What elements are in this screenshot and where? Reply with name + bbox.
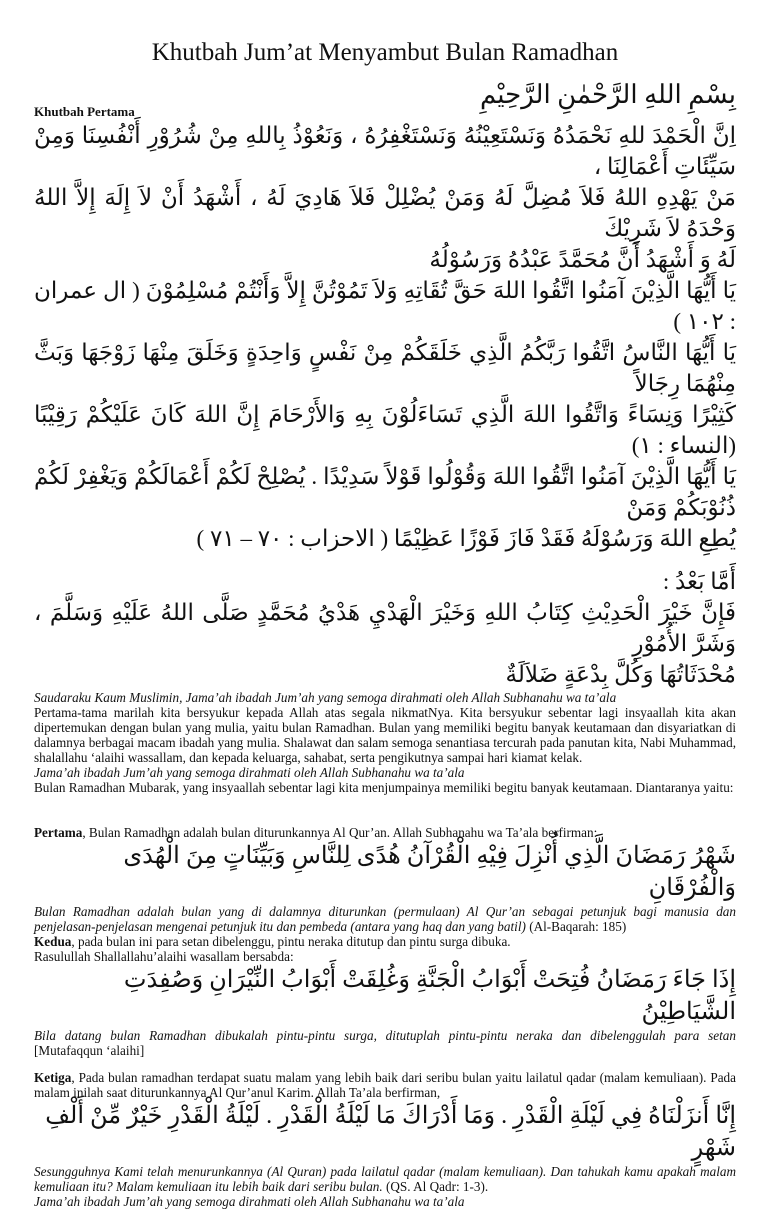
- verses-arabic: [34, 275, 736, 554]
- point-2-translation-block: [34, 1028, 736, 1058]
- point-2-label: Kedua: [34, 934, 72, 949]
- point-3-translation: Sesungguhnya Kami telah menurunkannya (Al Quran) pada lailatul qadar (malam kemuliaan). Dan tahukah kamu apakah malam kemuliaan itu? Malam kemuliaan itu lebih baik dari seribu bulan.: [34, 1164, 736, 1194]
- point-3-intro: [34, 1070, 736, 1100]
- hadith-line: مُحْدَثَاتُهَا وَكُلَّ بِدْعَةٍ ضَلاَلَةٌ: [505, 662, 736, 687]
- point-3-source: (QS. Al Qadr: 1-3).: [382, 1179, 489, 1194]
- point-1-source: (Al-Baqarah: 185): [525, 919, 627, 934]
- amma-badu: أَمَّا بَعْدُ :: [662, 569, 736, 594]
- greeting-1: Saudaraku Kaum Muslimin, Jama’ah ibadah Jum’ah yang semoga dirahmati oleh Allah Subhanahu wa ta’ala: [34, 690, 617, 705]
- opening-arabic: [34, 120, 736, 275]
- verse-line: يُطِعِ اللهَ وَرَسُوْلَهُ فَقَدْ فَازَ فَوْزًا عَظِيْمًا ( الاحزاب : ٧٠ – ٧١ ): [196, 526, 736, 551]
- paragraph-2: Bulan Ramadhan Mubarak, yang insyaallah sebentar lagi kita menjumpainya memiliki begitu banyak keutamaan. Diantaranya yaitu:: [34, 780, 734, 795]
- point-3-text: , Pada bulan ramadhan terdapat suatu malam yang lebih baik dari seribu bulan yaitu lailatul qadar (malam kemuliaan). Pada malam inilah saat diturunkannya Al Qur’anul Karim. Allah Ta’ala berfirman,: [34, 1070, 736, 1100]
- opening-arabic-line: مَنْ يَهْدِهِ اللهُ فَلاَ مُضِلَّ لَهُ وَمَنْ يُضْلِلْ فَلاَ هَادِيَ لَهُ ، أَشْهَدُ أَنْ لاَ إِلَهَ إِلاَّ اللهُ وَحْدَهُ لاَ شَرِيْكَ: [34, 185, 736, 241]
- page-title: Khutbah Jum’at Menyambut Bulan Ramadhan: [151, 39, 619, 66]
- point-3-translation-block: [34, 1164, 736, 1194]
- greeting-3: Jama’ah ibadah Jum’ah yang semoga dirahmati oleh Allah Subhanahu wa ta’ala: [34, 1194, 465, 1209]
- point-1-text: , Bulan Ramadhan adalah bulan diturunkannya Al Qur’an. Allah Subhanahu wa Ta’ala berfirman:: [82, 825, 598, 840]
- opening-arabic-line: لَهُ وَ أَشْهَدُ أَنَّ مُحَمَّدً عَبْدُهُ وَرَسُوْلُهُ: [429, 247, 736, 272]
- document-page: [0, 36, 768, 1209]
- point-1-translation: Bulan Ramadhan adalah bulan yang di dalamnya diturunkan (permulaan) Al Qur’an sebagai petunjuk bagi manusia dan penjelasan-penjelasan mengenai petunjuk itu dan pembeda (antara yang haq dan yang batil): [34, 904, 736, 934]
- point-3-label: Ketiga: [34, 1070, 72, 1085]
- point-2-arabic: إِذَا جَاءَ رَمَضَانُ فُتِحَتْ أَبْوَابُ الْجَنَّةِ وَغُلِقَتْ أَبْوَابُ النِّيْرَانِ وَصُفِدَتِ الشَّيَاطِيْنُ: [123, 967, 736, 1025]
- hadith-line: فَإِنَّ خَيْرَ الْحَدِيْثِ كِتَابُ اللهِ وَخَيْرَ الْهَدْيِ هَدْيُ مُحَمَّدٍ صَلَّى اللهُ عَلَيْهِ وَسَلَّمَ ، وَشَرَّ الأُمُوْرِ: [34, 600, 736, 656]
- point-1-intro: [34, 825, 736, 840]
- hadith-arabic: [34, 597, 736, 690]
- point-1-arabic: شَهْرُ رَمَضَانَ الَّذِي أُنْزِلَ فِيْهِ الْقُرْآنُ هُدًى لِلنَّاسِ وَبَيِّنَاتٍ مِنَ الْهُدَى وَالْفُرْقَانِ: [123, 843, 736, 901]
- basmalah: بِسْمِ اللهِ الرَّحْمٰنِ الرَّحِيْمِ: [479, 80, 736, 109]
- point-2-translation: Bila datang bulan Ramadhan dibukalah pintu-pintu surga, ditutuplah pintu-pintu neraka dan dibelenggulah para setan: [34, 1028, 736, 1043]
- point-1-translation-block: [34, 904, 736, 934]
- verse-line: يَا أَيُّهَا الَّذِيْنَ آمَنُوا اتَّقُوا اللهَ حَقَّ تُقَاتِهِ وَلاَ تَمُوْتُنَّ إِلاَّ وَأَنْتُمْ مُسْلِمُوْنَ ( ال عمران : ١٠٢ ): [34, 278, 736, 334]
- point-3-arabic: إِنَّا أَنزَلْنَاهُ فِي لَيْلَةِ الْقَدْرِ . وَمَا أَدْرَاكَ مَا لَيْلَةُ الْقَدْرِ . لَيْلَةُ الْقَدْرِ خَيْرٌ مِّنْ أَلْفِ شَهْرٍ: [45, 1103, 736, 1161]
- point-2-line2: Rasulullah Shallallahu’alaihi wasallam bersabda:: [34, 949, 294, 964]
- khutbah-label: Khutbah Pertama: [34, 104, 135, 119]
- greeting-2: Jama’ah ibadah Jum’ah yang semoga dirahmati oleh Allah Subhanahu wa ta’ala: [34, 765, 465, 780]
- point-2-source: [Mutafaqqun ‘alaihi]: [34, 1043, 145, 1058]
- opening-arabic-line: اِنَّ الْحَمْدَ للهِ نَحْمَدُهُ وَنَسْتَعِيْنُهُ وَنَسْتَغْفِرُهُ ، وَنَعُوْذُ بِاللهِ مِنْ شُرُوْرِ أَنْفُسِنَا وَمِنْ سَيِّئَاتِ أَعْمَالِنَا ،: [34, 123, 736, 179]
- verse-line: يَا أَيُّهَا النَّاسُ اتَّقُوا رَبَّكُمُ الَّذِي خَلَقَكُمْ مِنْ نَفْسٍ وَاحِدَةٍ وَخَلَقَ مِنْهَا زَوْجَهَا وَبَثَّ مِنْهُمَا رِجَالاً: [34, 340, 736, 396]
- point-2-intro: [34, 934, 736, 949]
- paragraph-1: Pertama-tama marilah kita bersyukur kepada Allah atas segala nikmatNya. Kita bersyukur sebentar lagi insyaallah kita akan dipertemukan dengan bulan yang mulia, yaitu bulan Ramadhan. Bulan yang memiliki begitu banyak keutamaan dan disyariatkan di dalamnya berbagai macam ibadah yang mulia. Shalawat dan salam semoga senantiasa tercurah pada panutan kita, Nabi Muhammad, shalallahu ‘alaihi wassallam, dan kepada keluarga, sahabat, serta pengikutnya sampai hari kiamat kelak.: [34, 705, 736, 765]
- point-2-text: , pada bulan ini para setan dibelenggu, pintu neraka ditutup dan pintu surga dibuka.: [71, 934, 511, 949]
- verse-line: يَا أَيُّهَا الَّذِيْنَ آمَنُوا اتَّقُوا اللهَ وَقُوْلُوا قَوْلاً سَدِيْدًا . يُصْلِحْ لَكُمْ أَعْمَالَكُمْ وَيَغْفِرْ لَكُمْ ذُنُوْبَكُمْ وَمَنْ: [34, 464, 736, 520]
- verse-line: كَثِيْرًا وَنِسَاءً وَاتَّقُوا اللهَ الَّذِي تَسَاءَلُوْنَ بِهِ وَالأَرْحَامَ إِنَّ اللهَ كَانَ عَلَيْكُمْ رَقِيْبًا (النساء : ١): [34, 402, 736, 458]
- point-1-label: Pertama: [34, 825, 83, 840]
